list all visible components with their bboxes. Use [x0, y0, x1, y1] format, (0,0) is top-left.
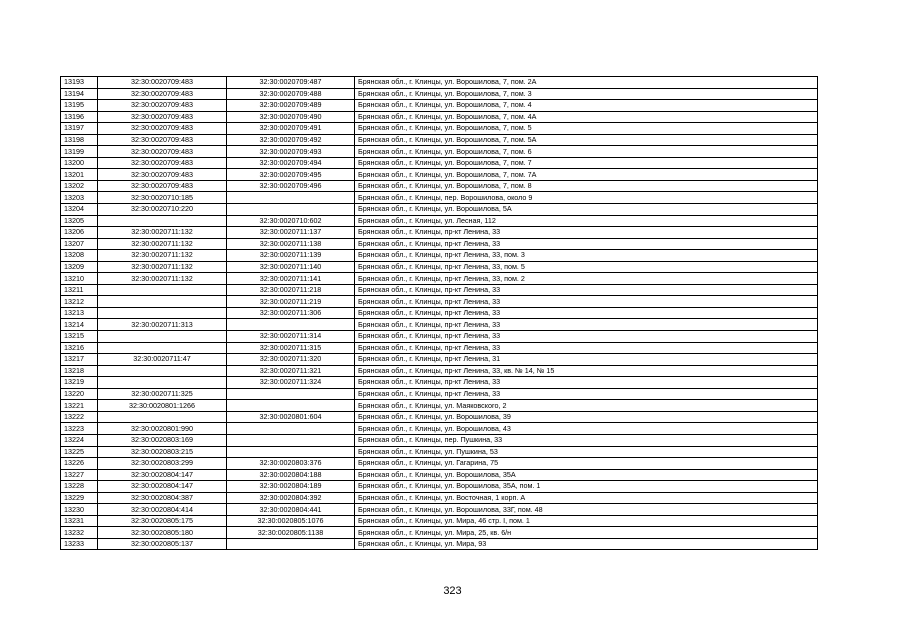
address-cell: Брянская обл., г. Клинцы, ул. Ворошилова, 7, пом. 4А: [355, 111, 818, 123]
table-row: [61, 250, 818, 262]
cadastral-number-cell: 32:30:0020711:219: [227, 296, 355, 308]
address-cell: Брянская обл., г. Клинцы, ул. Лесная, 112: [355, 215, 818, 227]
cadastral-number-cell: 32:30:0020711:306: [227, 307, 355, 319]
cadastral-number-cell: [227, 446, 355, 458]
row-number-cell: 13204: [61, 204, 98, 216]
row-number-cell: 13206: [61, 227, 98, 239]
table-row: [61, 492, 818, 504]
parent-cadastral-cell: 32:30:0020711:47: [98, 354, 227, 366]
table-row: [61, 100, 818, 112]
table-row: [61, 273, 818, 285]
address-cell: Брянская обл., г. Клинцы, пр-кт Ленина, 33: [355, 296, 818, 308]
row-number-cell: 13227: [61, 469, 98, 481]
table-row: [61, 434, 818, 446]
cadastral-number-cell: [227, 319, 355, 331]
address-cell: Брянская обл., г. Клинцы, ул. Ворошилова, 43: [355, 423, 818, 435]
cadastral-number-cell: 32:30:0020709:496: [227, 180, 355, 192]
address-cell: Брянская обл., г. Клинцы, пр-кт Ленина, 33, пом. 3: [355, 250, 818, 262]
row-number-cell: 13212: [61, 296, 98, 308]
address-cell: Брянская обл., г. Клинцы, ул. Ворошилова, 7, пом. 5: [355, 123, 818, 135]
cadastral-number-cell: 32:30:0020709:488: [227, 88, 355, 100]
parent-cadastral-cell: 32:30:0020803:215: [98, 446, 227, 458]
address-cell: Брянская обл., г. Клинцы, ул. Ворошилова, 7, пом. 2А: [355, 77, 818, 89]
table-row: [61, 204, 818, 216]
row-number-cell: 13228: [61, 481, 98, 493]
parent-cadastral-cell: 32:30:0020805:137: [98, 538, 227, 550]
address-cell: Брянская обл., г. Клинцы, ул. Маяковского, 2: [355, 400, 818, 412]
table-row: [61, 342, 818, 354]
parent-cadastral-cell: 32:30:0020711:132: [98, 250, 227, 262]
parent-cadastral-cell: 32:30:0020804:387: [98, 492, 227, 504]
table-row: [61, 146, 818, 158]
address-cell: Брянская обл., г. Клинцы, пр-кт Ленина, 31: [355, 354, 818, 366]
table-row: [61, 377, 818, 389]
address-cell: Брянская обл., г. Клинцы, ул. Ворошилова, 7, пом. 7А: [355, 169, 818, 181]
row-number-cell: 13223: [61, 423, 98, 435]
table-row: [61, 527, 818, 539]
cadastral-number-cell: 32:30:0020801:604: [227, 411, 355, 423]
row-number-cell: 13217: [61, 354, 98, 366]
row-number-cell: 13196: [61, 111, 98, 123]
cadastral-number-cell: 32:30:0020711:324: [227, 377, 355, 389]
cadastral-number-cell: 32:30:0020709:490: [227, 111, 355, 123]
address-cell: Брянская обл., г. Клинцы, пр-кт Ленина, 33: [355, 342, 818, 354]
cadastral-number-cell: 32:30:0020711:314: [227, 331, 355, 343]
table-row: [61, 157, 818, 169]
table-row: [61, 538, 818, 550]
parent-cadastral-cell: 32:30:0020805:180: [98, 527, 227, 539]
parent-cadastral-cell: 32:30:0020709:483: [98, 169, 227, 181]
cadastral-number-cell: 32:30:0020804:441: [227, 504, 355, 516]
row-number-cell: 13214: [61, 319, 98, 331]
table-row: [61, 215, 818, 227]
table-row: [61, 284, 818, 296]
table-row: [61, 227, 818, 239]
table-row: [61, 481, 818, 493]
parent-cadastral-cell: 32:30:0020803:169: [98, 434, 227, 446]
row-number-cell: 13218: [61, 365, 98, 377]
row-number-cell: 13221: [61, 400, 98, 412]
table-row: [61, 411, 818, 423]
address-cell: Брянская обл., г. Клинцы, пр-кт Ленина, 33: [355, 319, 818, 331]
parent-cadastral-cell: [98, 365, 227, 377]
parent-cadastral-cell: [98, 342, 227, 354]
parent-cadastral-cell: [98, 296, 227, 308]
address-cell: Брянская обл., г. Клинцы, ул. Восточная, 1 корп. А: [355, 492, 818, 504]
row-number-cell: 13229: [61, 492, 98, 504]
cadastral-number-cell: 32:30:0020711:137: [227, 227, 355, 239]
cadastral-number-cell: 32:30:0020804:392: [227, 492, 355, 504]
parent-cadastral-cell: 32:30:0020803:299: [98, 458, 227, 470]
cadastral-number-cell: 32:30:0020804:189: [227, 481, 355, 493]
address-cell: Брянская обл., г. Клинцы, пр-кт Ленина, 33, пом. 5: [355, 261, 818, 273]
row-number-cell: 13197: [61, 123, 98, 135]
parent-cadastral-cell: 32:30:0020711:132: [98, 227, 227, 239]
address-cell: Брянская обл., г. Клинцы, ул. Гагарина, 75: [355, 458, 818, 470]
parent-cadastral-cell: [98, 411, 227, 423]
cadastral-number-cell: [227, 538, 355, 550]
row-number-cell: 13199: [61, 146, 98, 158]
address-cell: Брянская обл., г. Клинцы, ул. Ворошилова, 33Г, пом. 48: [355, 504, 818, 516]
table-row: [61, 400, 818, 412]
cadastral-number-cell: [227, 434, 355, 446]
table-row: [61, 169, 818, 181]
row-number-cell: 13213: [61, 307, 98, 319]
address-cell: Брянская обл., г. Клинцы, пр-кт Ленина, 33, пом. 2: [355, 273, 818, 285]
cadastral-number-cell: 32:30:0020709:495: [227, 169, 355, 181]
cadastral-number-cell: 32:30:0020711:138: [227, 238, 355, 250]
address-cell: Брянская обл., г. Клинцы, ул. Ворошилова, 7, пом. 5А: [355, 134, 818, 146]
table-row: [61, 354, 818, 366]
address-cell: Брянская обл., г. Клинцы, ул. Ворошилова, 7, пом. 4: [355, 100, 818, 112]
row-number-cell: 13216: [61, 342, 98, 354]
row-number-cell: 13231: [61, 515, 98, 527]
table-row: [61, 123, 818, 135]
address-cell: Брянская обл., г. Клинцы, ул. Ворошилова, 7, пом. 7: [355, 157, 818, 169]
row-number-cell: 13224: [61, 434, 98, 446]
table-row: [61, 88, 818, 100]
row-number-cell: 13201: [61, 169, 98, 181]
parent-cadastral-cell: 32:30:0020709:483: [98, 134, 227, 146]
row-number-cell: 13209: [61, 261, 98, 273]
row-number-cell: 13200: [61, 157, 98, 169]
cadastral-number-cell: [227, 388, 355, 400]
parent-cadastral-cell: [98, 215, 227, 227]
address-cell: Брянская обл., г. Клинцы, пр-кт Ленина, 33: [355, 307, 818, 319]
parent-cadastral-cell: 32:30:0020709:483: [98, 146, 227, 158]
address-cell: Брянская обл., г. Клинцы, пр-кт Ленина, 33: [355, 284, 818, 296]
address-cell: Брянская обл., г. Клинцы, ул. Ворошилова, 7, пом. 6: [355, 146, 818, 158]
parent-cadastral-cell: 32:30:0020709:483: [98, 123, 227, 135]
page-number: 323: [443, 585, 462, 597]
address-cell: Брянская обл., г. Клинцы, пр-кт Ленина, 33: [355, 331, 818, 343]
address-cell: Брянская обл., г. Клинцы, пер. Пушкина, 33: [355, 434, 818, 446]
cadastral-number-cell: [227, 204, 355, 216]
table-row: [61, 238, 818, 250]
parent-cadastral-cell: 32:30:0020711:132: [98, 238, 227, 250]
address-cell: Брянская обл., г. Клинцы, ул. Ворошилова, 35А: [355, 469, 818, 481]
parent-cadastral-cell: 32:30:0020711:325: [98, 388, 227, 400]
table-row: [61, 319, 818, 331]
parent-cadastral-cell: 32:30:0020709:483: [98, 88, 227, 100]
table-row: [61, 134, 818, 146]
row-number-cell: 13193: [61, 77, 98, 89]
table-row: [61, 458, 818, 470]
row-number-cell: 13207: [61, 238, 98, 250]
cadastral-number-cell: 32:30:0020709:492: [227, 134, 355, 146]
address-cell: Брянская обл., г. Клинцы, ул. Мира, 46 стр. I, пом. 1: [355, 515, 818, 527]
parent-cadastral-cell: 32:30:0020804:147: [98, 481, 227, 493]
table-row: [61, 180, 818, 192]
table-row: [61, 365, 818, 377]
address-cell: Брянская обл., г. Клинцы, ул. Ворошилова, 7, пом. 8: [355, 180, 818, 192]
cadastral-number-cell: 32:30:0020805:1076: [227, 515, 355, 527]
address-cell: Брянская обл., г. Клинцы, пр-кт Ленина, 33, кв. № 14, № 15: [355, 365, 818, 377]
parent-cadastral-cell: 32:30:0020711:132: [98, 261, 227, 273]
cadastral-number-cell: 32:30:0020709:489: [227, 100, 355, 112]
table-row: [61, 77, 818, 89]
row-number-cell: 13210: [61, 273, 98, 285]
parent-cadastral-cell: 32:30:0020804:147: [98, 469, 227, 481]
parent-cadastral-cell: 32:30:0020709:483: [98, 111, 227, 123]
address-cell: Брянская обл., г. Клинцы, ул. Мира, 25, кв. 6/н: [355, 527, 818, 539]
cadastral-number-cell: 32:30:0020711:315: [227, 342, 355, 354]
table-row: [61, 515, 818, 527]
parent-cadastral-cell: 32:30:0020805:175: [98, 515, 227, 527]
parent-cadastral-cell: 32:30:0020711:313: [98, 319, 227, 331]
parent-cadastral-cell: 32:30:0020801:990: [98, 423, 227, 435]
parent-cadastral-cell: 32:30:0020709:483: [98, 157, 227, 169]
address-cell: Брянская обл., г. Клинцы, ул. Мира, 93: [355, 538, 818, 550]
parent-cadastral-cell: 32:30:0020711:132: [98, 273, 227, 285]
cadastral-number-cell: 32:30:0020711:141: [227, 273, 355, 285]
parent-cadastral-cell: [98, 284, 227, 296]
cadastral-number-cell: 32:30:0020709:494: [227, 157, 355, 169]
table-row: [61, 331, 818, 343]
row-number-cell: 13194: [61, 88, 98, 100]
address-cell: Брянская обл., г. Клинцы, ул. Пушкина, 53: [355, 446, 818, 458]
address-cell: Брянская обл., г. Клинцы, пр-кт Ленина, 33: [355, 377, 818, 389]
parent-cadastral-cell: [98, 377, 227, 389]
cadastral-number-cell: 32:30:0020711:218: [227, 284, 355, 296]
parent-cadastral-cell: 32:30:0020709:483: [98, 100, 227, 112]
parent-cadastral-cell: 32:30:0020709:483: [98, 77, 227, 89]
cadastral-number-cell: [227, 192, 355, 204]
table-row: [61, 504, 818, 516]
address-cell: Брянская обл., г. Клинцы, пер. Ворошилова, около 9: [355, 192, 818, 204]
table-row: [61, 111, 818, 123]
cadastral-number-cell: 32:30:0020709:491: [227, 123, 355, 135]
row-number-cell: 13211: [61, 284, 98, 296]
cadastral-number-cell: [227, 400, 355, 412]
parent-cadastral-cell: [98, 307, 227, 319]
parent-cadastral-cell: 32:30:0020710:220: [98, 204, 227, 216]
cadastral-number-cell: 32:30:0020711:140: [227, 261, 355, 273]
cadastral-number-cell: 32:30:0020711:139: [227, 250, 355, 262]
row-number-cell: 13198: [61, 134, 98, 146]
row-number-cell: 13219: [61, 377, 98, 389]
cadastral-number-cell: 32:30:0020805:1138: [227, 527, 355, 539]
cadastral-number-cell: 32:30:0020709:487: [227, 77, 355, 89]
table-row: [61, 296, 818, 308]
row-number-cell: 13202: [61, 180, 98, 192]
cadastral-number-cell: 32:30:0020709:493: [227, 146, 355, 158]
table-row: [61, 469, 818, 481]
row-number-cell: 13205: [61, 215, 98, 227]
address-cell: Брянская обл., г. Клинцы, ул. Ворошилова, 7, пом. 3: [355, 88, 818, 100]
cadastral-number-cell: 32:30:0020710:602: [227, 215, 355, 227]
row-number-cell: 13220: [61, 388, 98, 400]
row-number-cell: 13208: [61, 250, 98, 262]
parent-cadastral-cell: 32:30:0020710:185: [98, 192, 227, 204]
table-row: [61, 307, 818, 319]
row-number-cell: 13225: [61, 446, 98, 458]
registry-table-body: [61, 77, 818, 550]
address-cell: Брянская обл., г. Клинцы, ул. Ворошилова, 39: [355, 411, 818, 423]
parent-cadastral-cell: 32:30:0020801:1266: [98, 400, 227, 412]
row-number-cell: 13195: [61, 100, 98, 112]
row-number-cell: 13215: [61, 331, 98, 343]
parent-cadastral-cell: 32:30:0020709:483: [98, 180, 227, 192]
row-number-cell: 13232: [61, 527, 98, 539]
address-cell: Брянская обл., г. Клинцы, пр-кт Ленина, 33: [355, 388, 818, 400]
row-number-cell: 13226: [61, 458, 98, 470]
table-row: [61, 423, 818, 435]
table-row: [61, 192, 818, 204]
row-number-cell: 13230: [61, 504, 98, 516]
table-row: [61, 261, 818, 273]
registry-table: [60, 76, 818, 550]
parent-cadastral-cell: 32:30:0020804:414: [98, 504, 227, 516]
row-number-cell: 13233: [61, 538, 98, 550]
cadastral-number-cell: 32:30:0020711:320: [227, 354, 355, 366]
address-cell: Брянская обл., г. Клинцы, ул. Ворошилова, 5А: [355, 204, 818, 216]
table-row: [61, 388, 818, 400]
row-number-cell: 13222: [61, 411, 98, 423]
parent-cadastral-cell: [98, 331, 227, 343]
table-row: [61, 446, 818, 458]
row-number-cell: 13203: [61, 192, 98, 204]
address-cell: Брянская обл., г. Клинцы, пр-кт Ленина, 33: [355, 238, 818, 250]
cadastral-number-cell: [227, 423, 355, 435]
cadastral-number-cell: 32:30:0020803:376: [227, 458, 355, 470]
address-cell: Брянская обл., г. Клинцы, ул. Ворошилова, 35А, пом. 1: [355, 481, 818, 493]
cadastral-number-cell: 32:30:0020711:321: [227, 365, 355, 377]
address-cell: Брянская обл., г. Клинцы, пр-кт Ленина, 33: [355, 227, 818, 239]
cadastral-number-cell: 32:30:0020804:188: [227, 469, 355, 481]
